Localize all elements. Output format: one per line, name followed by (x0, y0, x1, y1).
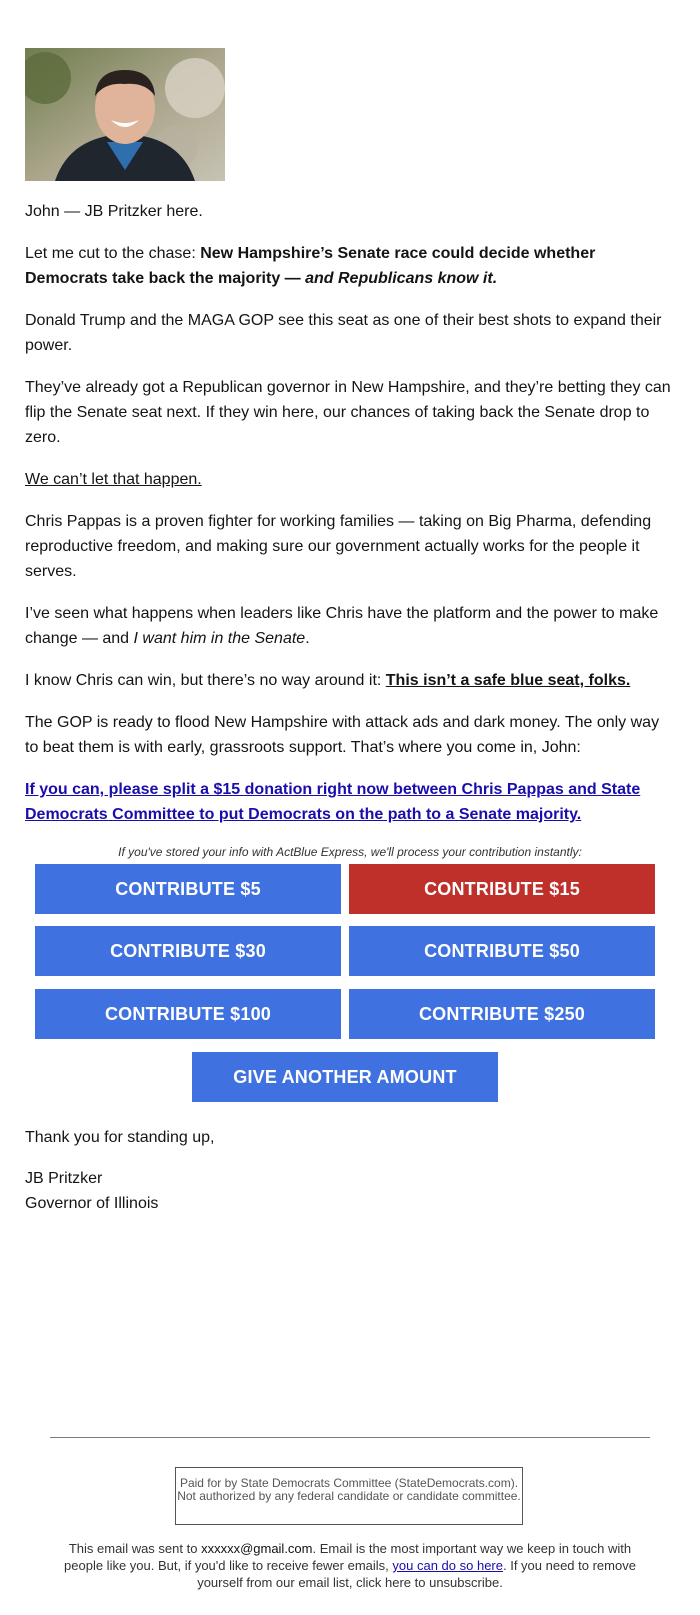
footer-text (50, 1540, 650, 1591)
seen-italic: I want him in the Senate (133, 630, 306, 647)
fewer-emails-link[interactable]: you can do so here (392, 1558, 503, 1573)
contribute-5-button[interactable]: CONTRIBUTE $5 (35, 864, 341, 914)
cant-let-text: We can’t let that happen. (25, 471, 202, 488)
paragraph-cta (25, 777, 675, 827)
thanks-text: Thank you for standing up, (25, 1129, 215, 1146)
paragraph-gop: The GOP is ready to flood New Hampshire with attack ads and dark money. The only way to beat them is with early, grassroots support. That’s where you come in, John: (25, 714, 660, 756)
seen-suffix: . (305, 630, 310, 647)
contribute-30-button[interactable]: CONTRIBUTE $30 (35, 926, 341, 976)
paragraph-chris-win (25, 668, 675, 693)
contribute-50-button[interactable]: CONTRIBUTE $50 (349, 926, 655, 976)
paragraph-seen (25, 601, 675, 651)
chase-prefix: Let me cut to the chase: (25, 245, 201, 262)
greeting: John — JB Pritzker here. (25, 203, 203, 220)
paragraph-cant-let (25, 467, 675, 492)
paragraph-pappas: Chris Pappas is a proven fighter for working families — taking on Big Pharma, defending reproductive freedom, and making sure our government actually works for the people it serves. (25, 513, 652, 580)
paragraph-chase (25, 241, 675, 291)
footer-divider (50, 1437, 650, 1438)
email-body (25, 48, 675, 860)
chase-bold: New Hampshire’s Senate race could decide whether Democrats take back the majority — (25, 245, 596, 287)
contribute-250-button[interactable]: CONTRIBUTE $250 (349, 989, 655, 1039)
actblue-express-note: If you've stored your info with ActBlue Express, we'll process your contribution instantly: (118, 845, 582, 859)
signoff (25, 1125, 675, 1216)
candidate-photo (25, 48, 225, 181)
chris-win-prefix: I know Chris can win, but there’s no way around it: (25, 672, 386, 689)
paragraph-governor: They’ve already got a Republican governor in New Hampshire, and they’re betting they can flip the Senate seat next. If they win here, our chances of taking back the Senate drop to zero. (25, 379, 671, 446)
safe-seat-text: This isn’t a safe blue seat, folks. (385, 672, 631, 689)
paid-for-disclaimer: Paid for by State Democrats Committee (StateDemocrats.com). Not authorized by any federal candidate or candidate committee. (175, 1467, 523, 1525)
contribute-15-button[interactable]: CONTRIBUTE $15 (349, 864, 655, 914)
signer-name: JB Pritzker (25, 1170, 103, 1187)
sent-prefix: This email was sent to (68, 1541, 202, 1556)
give-another-amount-button[interactable]: GIVE ANOTHER AMOUNT (192, 1052, 498, 1102)
chase-bold-italic: and Republicans know it. (305, 270, 498, 287)
sent-middle: . Email is the most important way we keep in touch with people like you. But, if you'd like to receive fewer emails, (64, 1541, 632, 1573)
recipient-email: xxxxxx@gmail.com (201, 1541, 313, 1556)
sent-suffix: . If you need to remove yourself from our email list, click here to unsubscribe. (197, 1558, 636, 1590)
paragraph-maga: Donald Trump and the MAGA GOP see this seat as one of their best shots to expand their power. (25, 312, 662, 354)
donation-link[interactable]: If you can, please split a $15 donation right now between Chris Pappas and State Democrats Committee to put Democrats on the path to a Senate majority. (25, 781, 641, 823)
contribute-100-button[interactable]: CONTRIBUTE $100 (35, 989, 341, 1039)
seen-prefix: I’ve seen what happens when leaders like Chris have the platform and the power to make change — and (25, 605, 659, 647)
signer-title: Governor of Illinois (25, 1195, 159, 1212)
